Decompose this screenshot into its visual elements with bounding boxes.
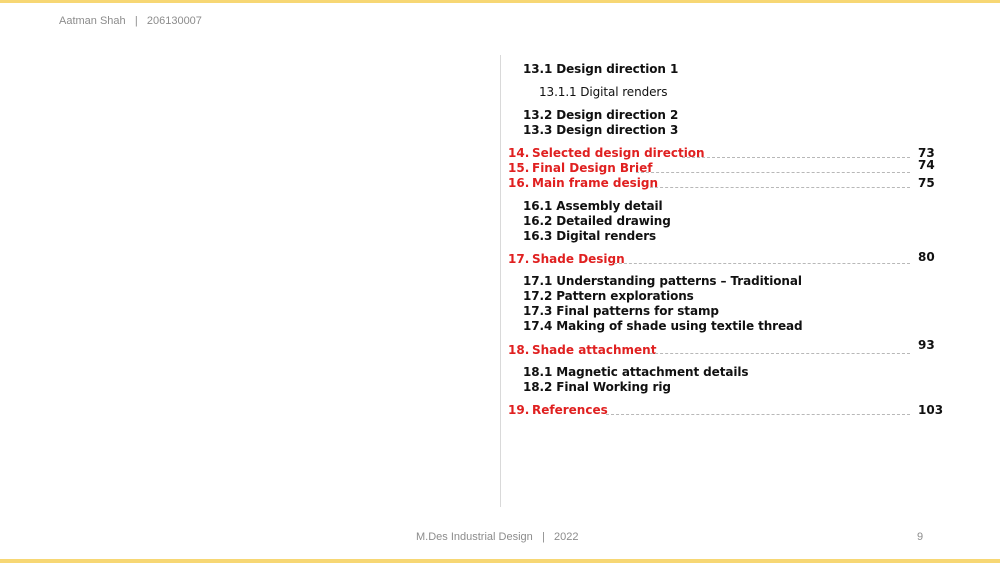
page-header [59, 15, 202, 27]
section-title: Shade attachment [532, 343, 657, 357]
section-title: Final Design Brief [532, 161, 653, 175]
page-footer [416, 531, 578, 543]
page-ref-19: 103 [918, 403, 944, 417]
page-ref-15: 74 [918, 158, 935, 172]
toc-entry-13-3[interactable]: 13.3 Design direction 3 [523, 123, 679, 137]
section-title: References [532, 403, 608, 417]
toc-entry-17-3[interactable]: 17.3 Final patterns for stamp [523, 304, 719, 318]
section-number: 16. [508, 176, 530, 190]
section-title: Selected design direction [532, 146, 705, 160]
toc-entry-18-2[interactable]: 18.2 Final Working rig [523, 380, 671, 394]
section-number: 17. [508, 252, 530, 266]
toc-entry-17-1[interactable]: 17.1 Understanding patterns – Traditional [523, 274, 802, 288]
page-ref-18: 93 [918, 338, 935, 352]
leader-dots [614, 263, 910, 264]
leader-dots [650, 187, 910, 188]
toc-entry-17-2[interactable]: 17.2 Pattern explorations [523, 289, 694, 303]
section-number: 15. [508, 161, 530, 175]
toc-entry-17-4[interactable]: 17.4 Making of shade using textile thread [523, 319, 803, 333]
bottom-accent-bar [0, 559, 1000, 563]
author-name: Aatman Shah [59, 15, 126, 27]
toc-section-16[interactable] [508, 176, 658, 190]
page-ref-16: 75 [918, 176, 935, 190]
toc-entry-16-3[interactable]: 16.3 Digital renders [523, 229, 657, 243]
section-number: 19. [508, 403, 530, 417]
program-name: M.Des Industrial Design [416, 531, 533, 543]
toc-entry-16-2[interactable]: 16.2 Detailed drawing [523, 214, 671, 228]
student-id: 206130007 [146, 15, 202, 27]
toc-section-18[interactable] [508, 343, 656, 357]
section-number: 18. [508, 343, 530, 357]
toc-section-15[interactable] [508, 161, 652, 175]
page-number: 9 [917, 531, 924, 543]
toc-entry-18-1[interactable]: 18.1 Magnetic attachment details [523, 365, 749, 379]
header-separator: | [134, 15, 138, 27]
toc-entry-13-1-1[interactable]: 13.1.1 Digital renders [539, 85, 668, 99]
page-ref-14: 73 [918, 146, 935, 160]
footer-separator: | [541, 531, 545, 543]
page-ref-17: 80 [918, 250, 935, 264]
toc-section-17[interactable] [508, 252, 625, 266]
toc-entry-13-2[interactable]: 13.2 Design direction 2 [523, 108, 679, 122]
section-title: Main frame design [532, 176, 659, 190]
toc-section-14[interactable] [508, 146, 705, 160]
section-number: 14. [508, 146, 530, 160]
year: 2022 [553, 531, 579, 543]
top-accent-bar [0, 0, 1000, 3]
vertical-divider [500, 55, 501, 507]
section-title: Shade Design [532, 252, 625, 266]
leader-dots [606, 414, 910, 415]
toc-entry-16-1[interactable]: 16.1 Assembly detail [523, 199, 663, 213]
leader-dots [650, 353, 910, 354]
toc-section-19[interactable] [508, 403, 608, 417]
toc-entry-13-1[interactable]: 13.1 Design direction 1 [523, 62, 679, 76]
leader-dots [636, 172, 910, 173]
leader-dots [682, 157, 910, 158]
